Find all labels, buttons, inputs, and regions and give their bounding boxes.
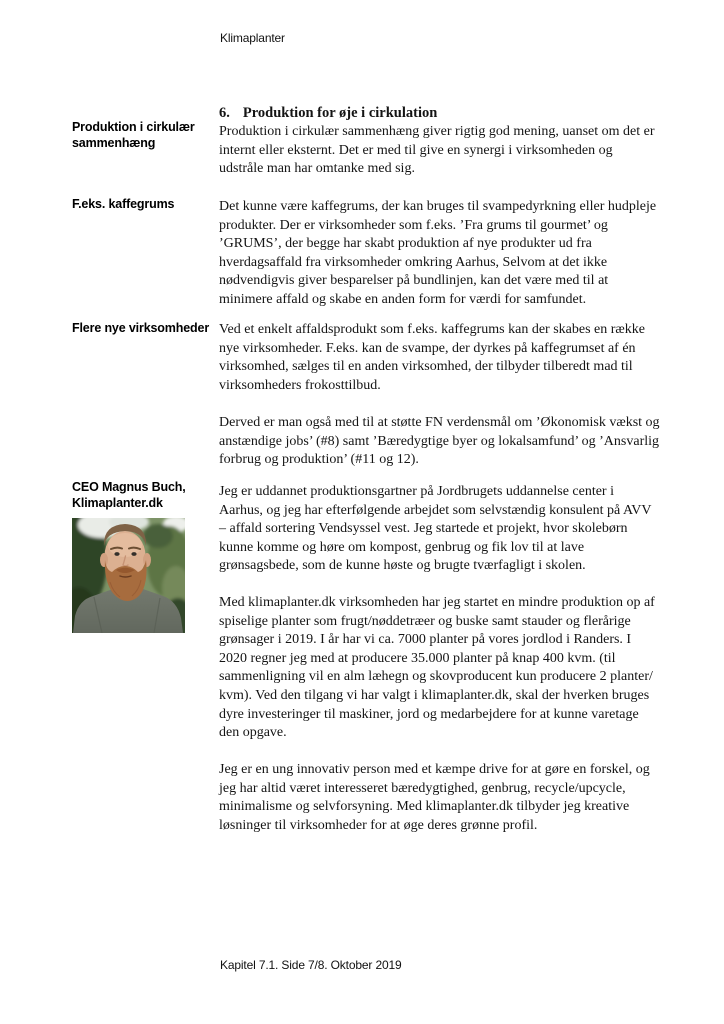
page-footer: Kapitel 7.1. Side 7/8. Oktober 2019	[220, 958, 402, 972]
running-header: Klimaplanter	[220, 31, 285, 45]
paragraph-nye-virksomheder: Ved et enkelt affaldsprodukt som f.eks. kaffegrums kan der skabes en række nye virksomheder. F.eks. kan de svampe, der dyrkes på kaffegrumset af én virksomhed, sælges til en anden virksomhed, der tilbyder tilberedt mad til virksomheders frokosttilbud.	[219, 322, 645, 393]
section-title: Produktion for øje i cirkulation	[242, 105, 438, 121]
ceo-photo	[72, 518, 185, 633]
margin-note-nye-virksomheder: Flere nye virksomheder	[72, 321, 210, 335]
paragraph-cirkulaer: Produktion i cirkulær sammenhæng giver rigtig god mening, uanset om det er internt eller eksternt. Det er med til give en synergi i virksomheden og udstråle man har omtanke med sig.	[219, 124, 655, 177]
paragraph-fn-verdensmaal: Derved er man også med til at støtte FN verdensmål om ’Økonomisk vækst og anstændige jobs’ (#8) samt ’Bæredygtige byer og lokalsamfund’ og ’Ansvarlig forbrug og produktion’ (#11 og 12).	[219, 415, 660, 468]
margin-note-kaffegrums: F.eks. kaffegrums	[72, 197, 175, 211]
margin-note-produktion-cirkulaer: Produktion i cirkulær sammenhæng	[72, 120, 195, 150]
section-number: 6.	[219, 105, 230, 121]
paragraph-produktion-2019: Med klimaplanter.dk virksomheden har jeg startet en mindre produktion op af spiselige planter som frugt/nøddetræer og buske samt stauder og flerårige grønsager i 2019. I år har vi ca. 7000 planter på vores jordlod i Randers. I 2020 regner jeg med at producere 35.000 planter på knap 400 kvm. (til sammenligning vil en alm læhegn og skovproducent kun producere 2 planter/ kvm). Ved den tilgang vi har valgt i klimaplanter.dk, skal der hverken bruges dyre investeringer til maskiner, jord og medarbejdere for at kunne varetage den opgave.	[219, 595, 655, 741]
margin-note-ceo: CEO Magnus Buch, Klimaplanter.dk	[72, 480, 186, 510]
paragraph-innovativ-person: Jeg er en ung innovativ person med et kæmpe drive for at gøre en forskel, og jeg har altid været interesseret bæredygtighed, genbrug, recycle/upcycle, minimalisme og selvforsyning. Med klimaplanter.dk tilbyder jeg kreative løsninger til virksomheder for at øge deres grønne profil.	[219, 762, 650, 833]
section-heading	[219, 104, 660, 123]
paragraph-kaffegrums: Det kunne være kaffegrums, der kan bruges til svampedyrkning eller hudpleje produkter. Der er virksomheder som f.eks. ’Fra grums til gourmet’ og ’GRUMS’, der begge har skabt produktion af nye produkter ud fra hverdagsaffald fra virksomheder omkring Aarhus, Selvom at det ikke nødvendigvis giver besparelser på bundlinjen, kan det være med til at minimere affald og skabe en anden form for værdi for samfundet.	[219, 199, 657, 307]
portrait-magnus-buch-image	[72, 518, 185, 633]
paragraph-uddannelse: Jeg er uddannet produktionsgartner på Jordbrugets uddannelse center i Aarhus, og jeg har efterfølgende arbejdet som selvstændig konsulent på AVV – affald sortering Vendsyssel vest. Jeg startede et projekt, hvor skolebørn kunne komme og høre om kompost, genbrug og fik lov til at lave grønsagsbede, som de kunne høste og brugte tværfagligt i skolen.	[219, 484, 652, 574]
